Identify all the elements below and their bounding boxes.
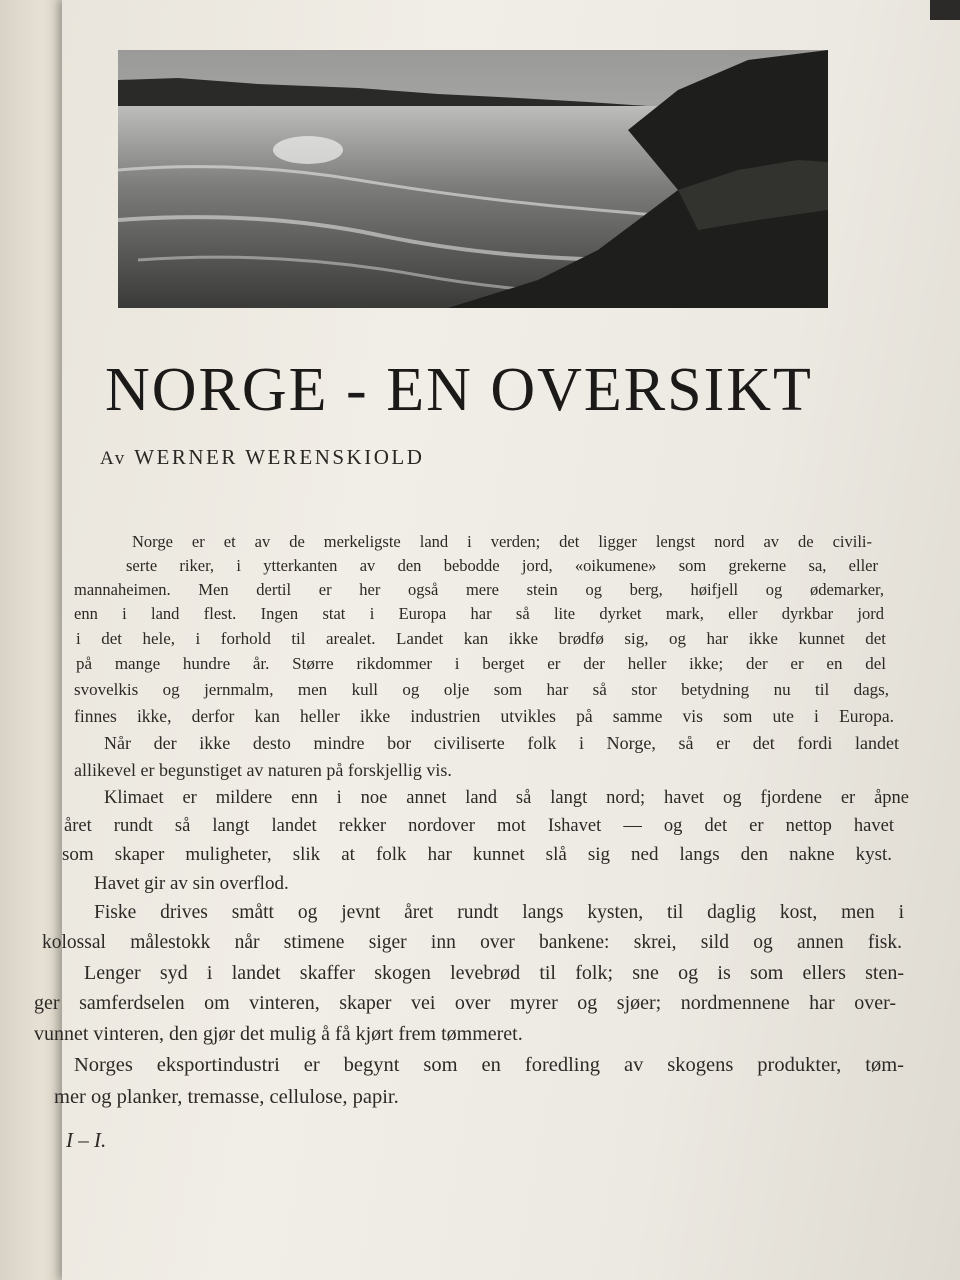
- byline-prefix: Av: [100, 448, 127, 469]
- body-text-line: finnes ikke, derfor kan heller ikke industrien utvikles på samme vis som ute i Europa.: [74, 706, 894, 726]
- body-text-line: enn i land flest. Ingen stat i Europa har så lite dyrket mark, eller dyrkbar jord: [74, 604, 884, 623]
- coastal-seascape-photo: [118, 50, 828, 308]
- body-text-line: Havet gir av sin overflod.: [94, 873, 289, 894]
- body-text-line: Klimaet er mildere enn i noe annet land så langt nord; havet og fjordene er åpne: [104, 788, 909, 808]
- body-text-line: i det hele, i forhold til arealet. Landet kan ikke brødfø sig, og har ikke kunnet det: [76, 629, 886, 648]
- byline-author: WERNER WERENSKIOLD: [134, 445, 425, 469]
- page-title: NORGE - EN OVERSIKT: [105, 356, 813, 424]
- body-text-line: Når der ikke desto mindre bor civiliserte folk i Norge, så er det fordi landet: [104, 733, 899, 753]
- body-text-line: Norges eksportindustri er begynt som en foredling av skogens produkter, tøm-: [74, 1054, 904, 1076]
- body-text-line: som skaper muligheter, slik at folk har kunnet slå sig ned langs den nakne kyst.: [62, 844, 892, 865]
- body-text-line: kolossal målestokk når stimene siger inn over bankene: skrei, sild og annen fisk.: [42, 932, 902, 953]
- body-text-line: på mange hundre år. Større rikdommer i berget er der heller ikke; der er en del: [76, 654, 886, 673]
- body-text-line: mannaheimen. Men dertil er her også mere stein og berg, høifjell og ødemarker,: [74, 580, 884, 599]
- body-text-line: Fiske drives smått og jevnt året rundt langs kysten, til daglig kost, men i: [94, 902, 904, 923]
- body-text-line: vunnet vinteren, den gjør det mulig å få kjørt frem tømmeret.: [34, 1023, 523, 1045]
- body-text-line: året rundt så langt landet rekker nordover mot Ishavet — og det er nettop havet: [64, 816, 894, 836]
- body-text-line: Lenger syd i landet skaffer skogen levebrød til folk; sne og is som ellers sten-: [84, 962, 904, 984]
- body-text-line: ger samferdselen om vinteren, skaper vei over myrer og sjøer; nordmennene har over-: [34, 992, 896, 1014]
- page-folio: I – I.: [66, 1128, 107, 1152]
- body-text-line: mer og planker, tremasse, cellulose, papir.: [54, 1086, 399, 1108]
- body-text-line: Norge er et av de merkeligste land i verden; det ligger lengst nord av de civili-: [132, 532, 872, 551]
- body-text-line: serte riker, i ytterkanten av den bebodde jord, «oikumene» som grekerne sa, eller: [126, 556, 878, 575]
- body-text-line: allikevel er begunstiget av naturen på forskjellig vis.: [74, 760, 452, 780]
- byline: [100, 445, 424, 470]
- background-corner: [930, 0, 960, 20]
- body-text-line: svovelkis og jernmalm, men kull og olje som har så stor betydning nu til dags,: [74, 680, 889, 699]
